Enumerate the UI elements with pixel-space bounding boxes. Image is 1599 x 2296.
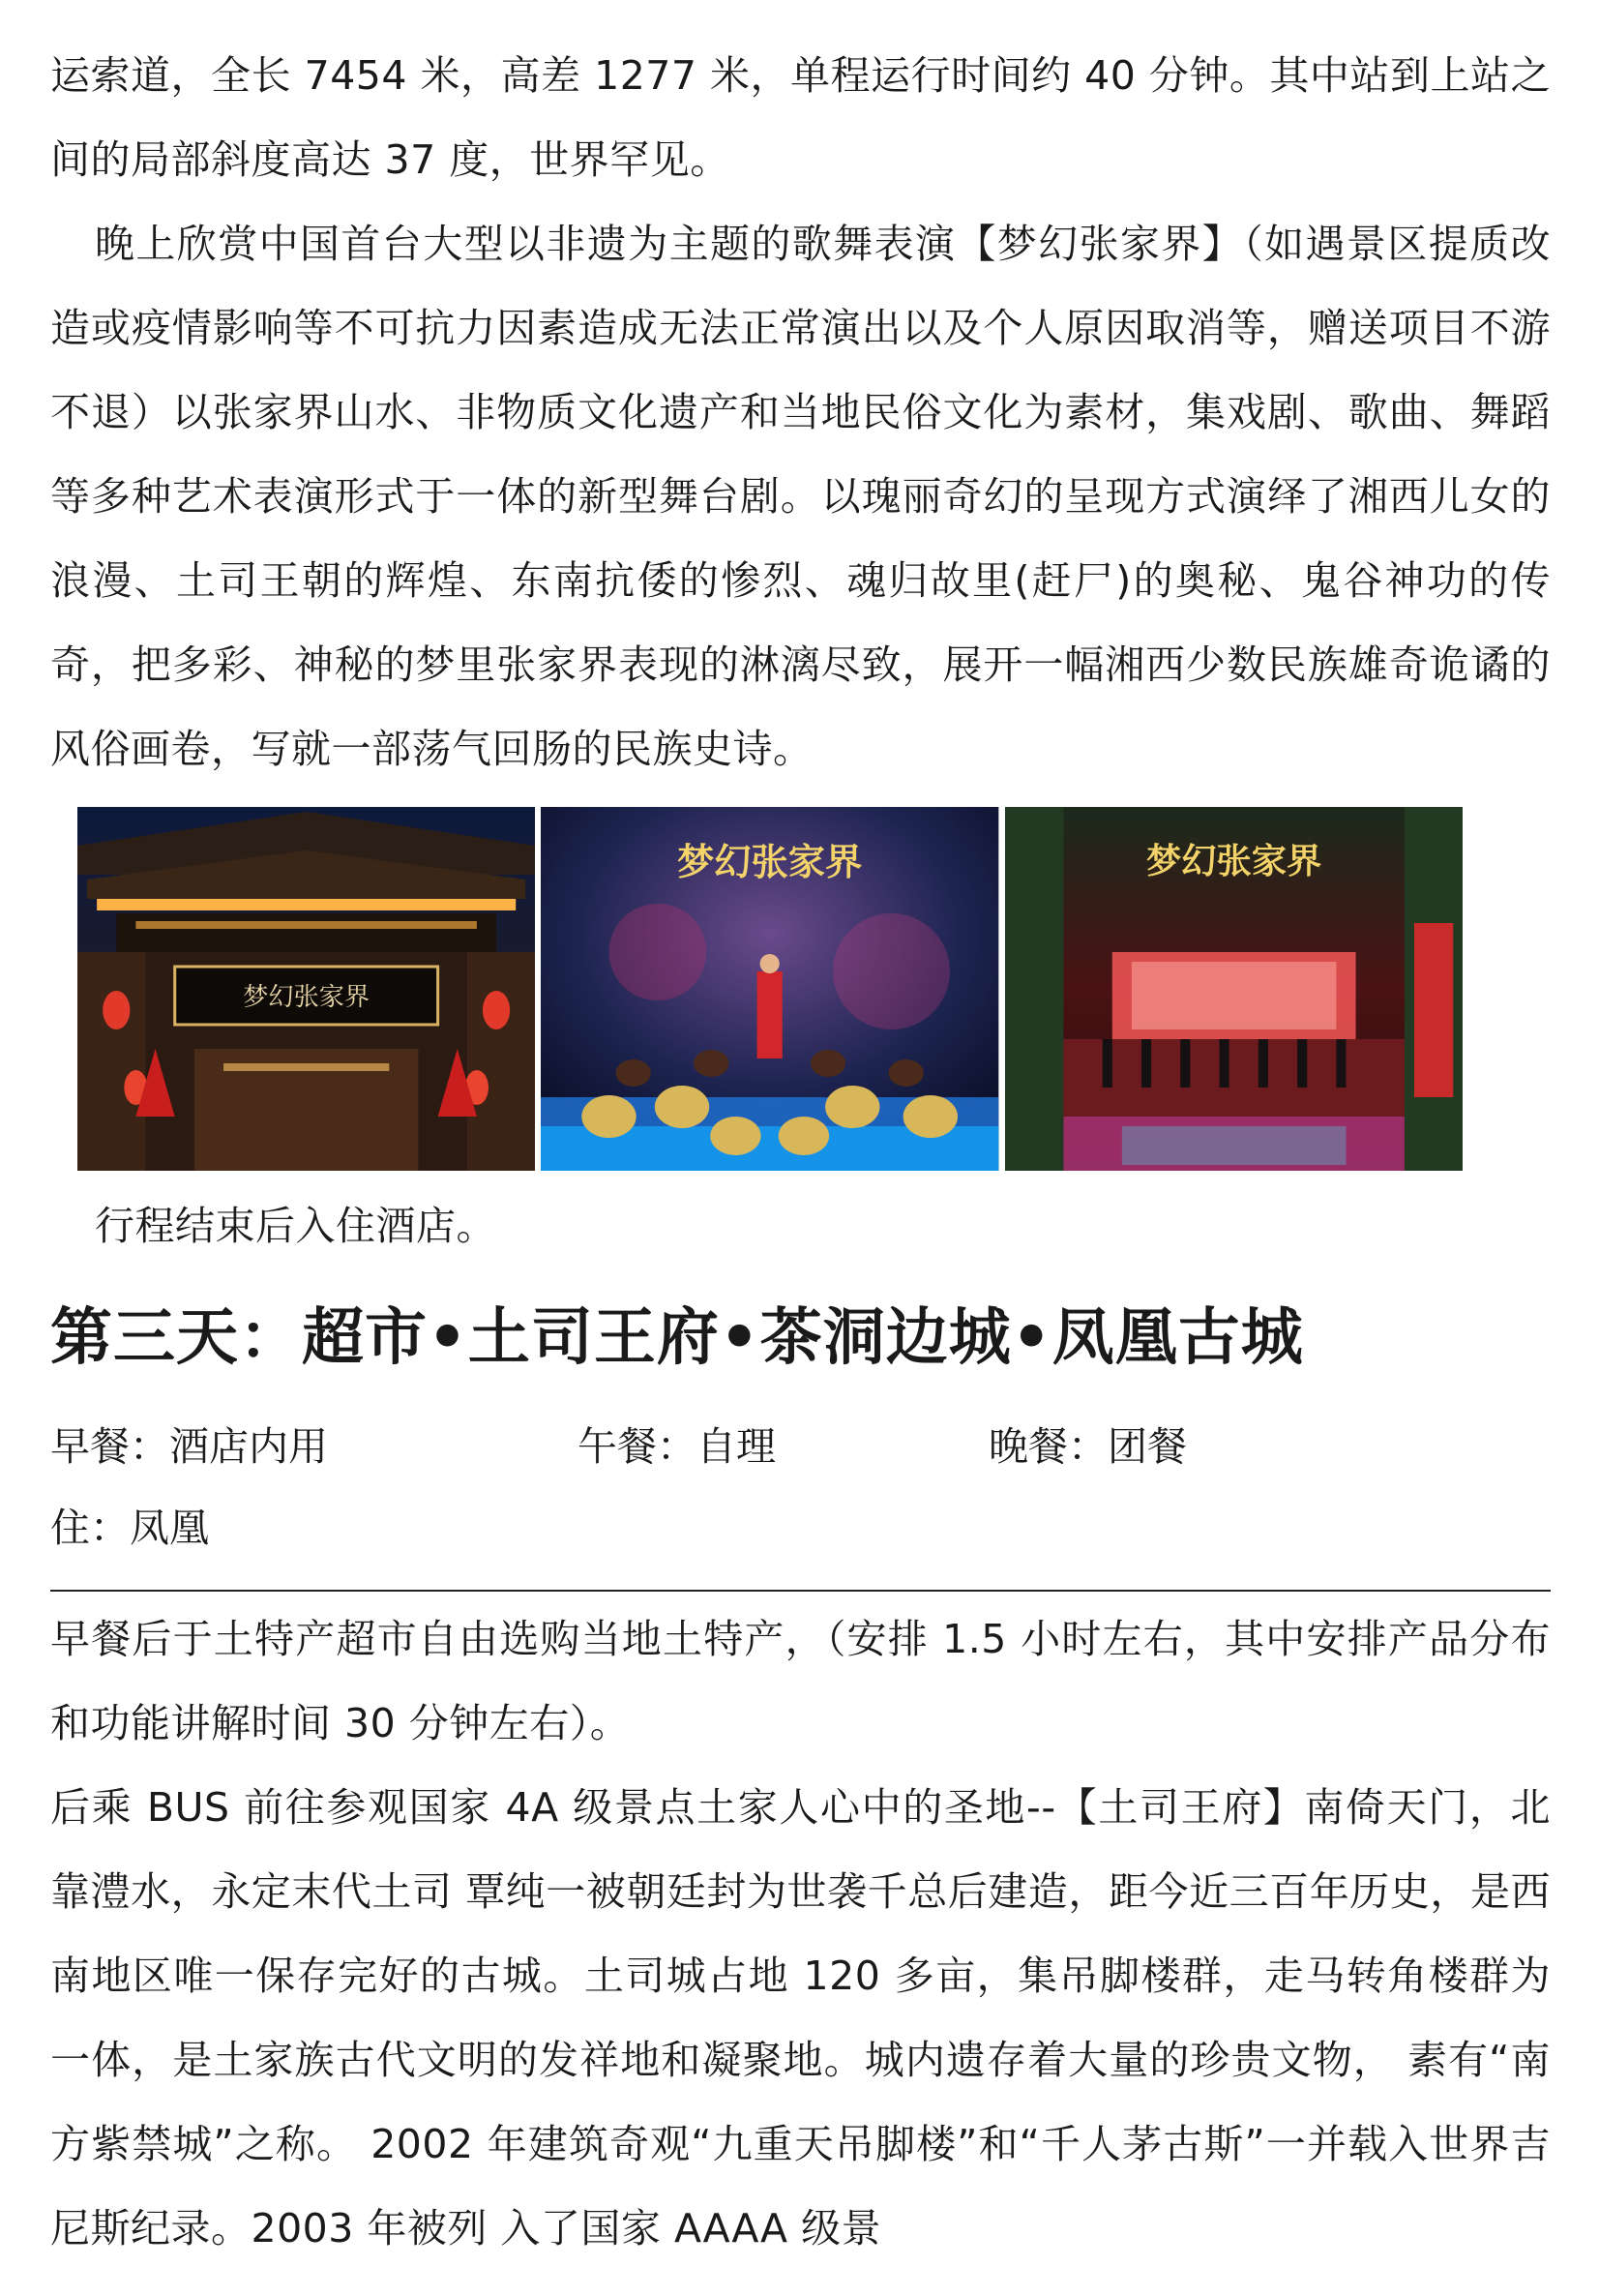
stage-title-text: 梦幻张家界 [677, 840, 863, 883]
day3-title: 第三天：超市•土司王府•茶洞边城•凤凰古城 [50, 1302, 1304, 1374]
paragraph-ropeway: 运索道，全长 7454 米，高差 1277 米，单程运行时间约 40 分钟。其中站到上站之间的局部斜度高达 37 度，世界罕见。 [50, 52, 1551, 183]
lunch-info: 午餐：自理 [577, 1423, 776, 1470]
dinner-info: 晚餐：团餐 [989, 1423, 1187, 1470]
paragraph-tusi-palace: 后乘 BUS 前往参观国家 4A 级景点土家人心中的圣地--【土司王府】南倚天门，北靠澧水，永定末代土司 覃纯一被朝廷封为世袭千总后建造，距今近三百年历史，是西南地区唯一保存完好的古城。土司城占地 120 多亩，集吊脚楼群，走马转角楼群为一体，是土家族古代文明的发祥地和凝聚地。城内遗存着大量的珍贵文物， 素有“南 方紫禁城”之称。 2002 年建筑奇观“九重天吊脚楼”和“千人茅古斯”一并载入世界吉尼斯纪录。2003 年被列 入了国家 AAAA 级景 [50, 1784, 1551, 2251]
breakfast-info: 早餐：酒店内用 [50, 1423, 328, 1470]
stage-title-text-2: 梦幻张家界 [1145, 840, 1321, 881]
meal-row [50, 1406, 1551, 1487]
paragraph-hotel: 行程结束后入住酒店。 [95, 1203, 496, 1249]
document-page [0, 34, 1599, 2296]
paragraph-show: 晚上欣赏中国首台大型以非遗为主题的歌舞表演【梦幻张家界】（如遇景区提质改造或疫情影响等不可抗力因素造成无法正常演出以及个人原因取消等，赠送项目不游不退）以张家界山水、非物质文化遗产和当地民俗文化为素材，集戏剧、歌曲、舞蹈等多种艺术表演形式于一体的新型舞台剧。以瑰丽奇幻的呈现方式演绎了湘西儿女的浪漫、土司王朝的辉煌、东南抗倭的惨烈、魂归故里(赶尸)的奥秘、鬼谷神功的传奇，把多彩、神秘的梦里张家界表现的淋漓尽致，展开一幅湘西少数民族雄奇诡谲的风俗画卷，写就一部荡气回肠的民族史诗。 [50, 221, 1551, 772]
paragraph-supermarket: 早餐后于土特产超市自由选购当地土特产，（安排 1.5 小时左右，其中安排产品分布和功能讲解时间 30 分钟左右）。 [50, 1616, 1551, 1746]
photo-stage-blue [541, 807, 998, 1171]
section-divider [50, 1590, 1551, 1592]
stay-info: 住：凤凰 [50, 1505, 209, 1551]
gate-sign-text: 梦幻张家界 [243, 983, 370, 1012]
photo-stage-red [1005, 807, 1463, 1171]
photo-strip [77, 807, 1463, 1171]
photo-theatre-gate [77, 807, 535, 1171]
